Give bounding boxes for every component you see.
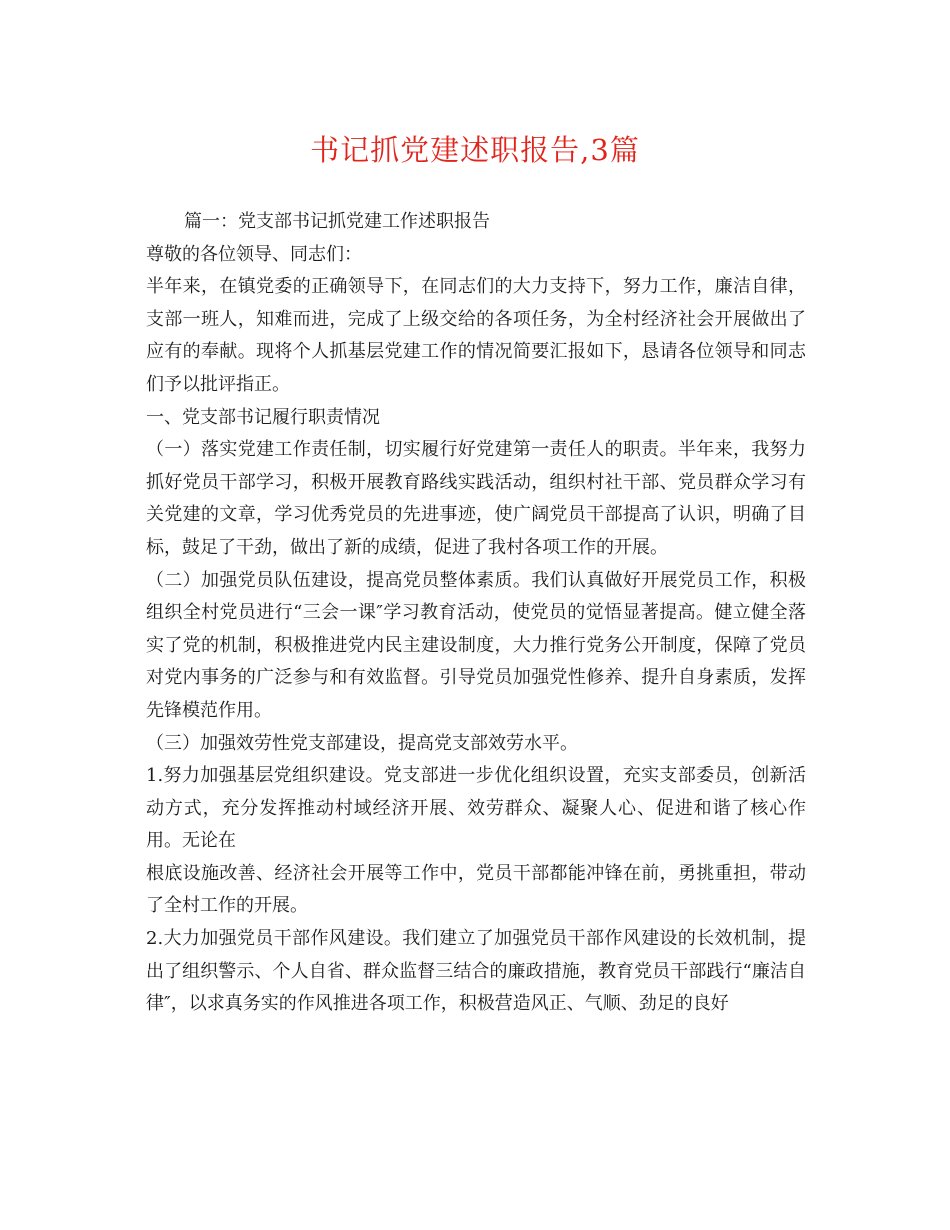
body-paragraph-sub-1-part-b: 根底设施改善、经济社会开展等工作中，党员干部都能冲锋在前，勇挑重担，带动了全村工作的开展。 bbox=[146, 862, 806, 917]
section-heading-part-one: 篇一：党支部书记抓党建工作述职报告 bbox=[184, 211, 490, 232]
section-heading-duties: 一、党支部书记履行职责情况 bbox=[146, 406, 380, 428]
document-title: 书记抓党建述职报告,3篇 bbox=[310, 133, 640, 167]
salutation: 尊敬的各位领导、同志们： bbox=[146, 243, 362, 265]
document-body bbox=[146, 206, 806, 1021]
body-paragraph-item-1: （一）落实党建工作责任制，切实履行好党建第一责任人的职责。半年来，我努力抓好党员干部学习，积极开展教育路线实践活动，组织村社干部、党员群众学习有关党建的文章，学习优秀党员的先进事迹，使广阔党员干部提高了认识，明确了目标，鼓足了干劲，做出了新的成绩，促进了我村各项工作的开展。 bbox=[146, 439, 806, 558]
body-paragraph-item-2: （二）加强党员队伍建设，提高党员整体素质。我们认真做好开展党员工作，积极组织全村党员进行“三会一课″学习教育活动，使党员的觉悟显著提高。健立健全落实了党的机制，积极推进党内民主建设制度，大力推行党务公开制度，保障了党员对党内事务的广泛参与和有效监督。引导党员加强党性修养、提升自身素质，发挥先锋模范作用。 bbox=[146, 569, 806, 721]
body-paragraph-sub-1-part-a: 1.努力加强基层党组织建设。党支部进一步优化组织设置，充实支部委员，创新活动方式，充分发挥推动村域经济开展、效劳群众、凝聚人心、促进和谐了核心作用。无论在 bbox=[146, 765, 806, 852]
body-paragraph-intro: 半年来，在镇党委的正确领导下，在同志们的大力支持下，努力工作，廉洁自律，支部一班人，知难而进，完成了上级交给的各项任务，为全村经济社会开展做出了应有的奉献。现将个人抓基层党建工作的情况简要汇报如下，恳请各位领导和同志们予以批评指正。 bbox=[146, 276, 806, 395]
body-paragraph-sub-2: 2.大力加强党员干部作风建设。我们建立了加强党员干部作风建设的长效机制，提出了组织警示、个人自省、群众监督三结合的廉政措施，教育党员干部践行“廉洁自律″，以求真务实的作风推进各项工作，积极营造风正、气顺、劲足的良好 bbox=[146, 928, 806, 1015]
body-paragraph-item-3: （三）加强效劳性党支部建设，提高党支部效劳水平。 bbox=[146, 732, 578, 754]
